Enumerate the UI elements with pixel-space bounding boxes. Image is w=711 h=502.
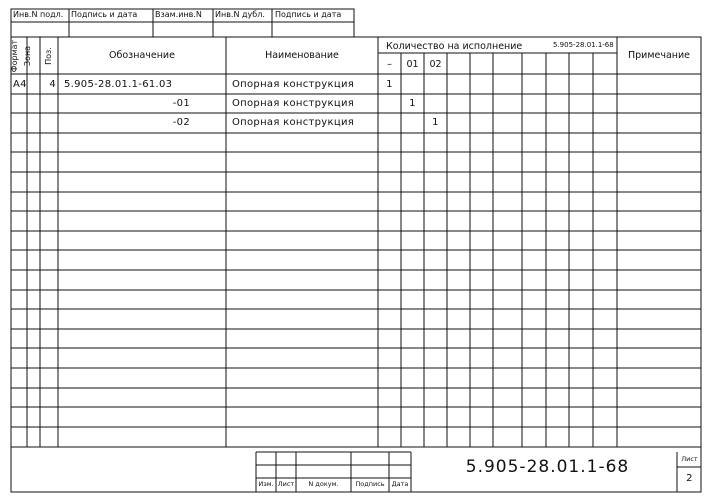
n-dokum-label: N докум. (308, 480, 339, 488)
ispolnenie-01-header: 01 (406, 59, 419, 70)
data-label: Дата (391, 480, 409, 488)
row-poz: 4 (49, 79, 56, 90)
row-lines (11, 94, 701, 427)
naimenovanie-header: Наименование (265, 50, 339, 61)
kolichestvo-header: Количество на исполнение (386, 41, 523, 52)
inv-podl-label: Инв.N подл. (13, 10, 64, 19)
podpis-data-label-2: Подпись и дата (275, 10, 342, 19)
primechanie-header: Примечание (627, 50, 691, 61)
document-designation: 5.905-28.01.1-68 (465, 457, 630, 477)
kolichestvo-doc-number: 5.905-28.01.1-68 (553, 41, 614, 49)
podpis-label: Подпись (355, 480, 385, 488)
list-col-label: Лист (277, 480, 295, 488)
format-header: Формат (10, 39, 19, 73)
poz-header: Поз. (44, 47, 53, 65)
ispolnenie-02-header: 02 (429, 59, 442, 70)
row-format: А4 (13, 79, 27, 90)
inv-dubl-label: Инв.N дубл. (215, 10, 265, 19)
row-qty-base: 1 (386, 79, 393, 90)
vzam-inv-label: Взам.инв.N (155, 10, 202, 19)
row-oboznachenie: -01 (172, 98, 190, 109)
row-naimenovanie: Опорная конструкция (232, 117, 355, 128)
izm-label: Изм. (258, 480, 274, 488)
list-label: Лист (681, 455, 698, 463)
oboznachenie-header: Обозначение (109, 50, 175, 61)
row-oboznachenie: 5.905-28.01.1-61.03 (64, 79, 173, 90)
row-oboznachenie: -02 (172, 117, 190, 128)
row-naimenovanie: Опорная конструкция (232, 98, 355, 109)
row-qty-01: 1 (409, 98, 416, 109)
row-qty-02: 1 (432, 117, 439, 128)
row-naimenovanie: Опорная конструкция (232, 79, 355, 90)
list-number: 2 (686, 473, 693, 484)
zona-header: Зона (23, 45, 32, 67)
ispolnenie-base-header: – (387, 59, 392, 70)
podpis-data-label-1: Подпись и дата (71, 10, 138, 19)
